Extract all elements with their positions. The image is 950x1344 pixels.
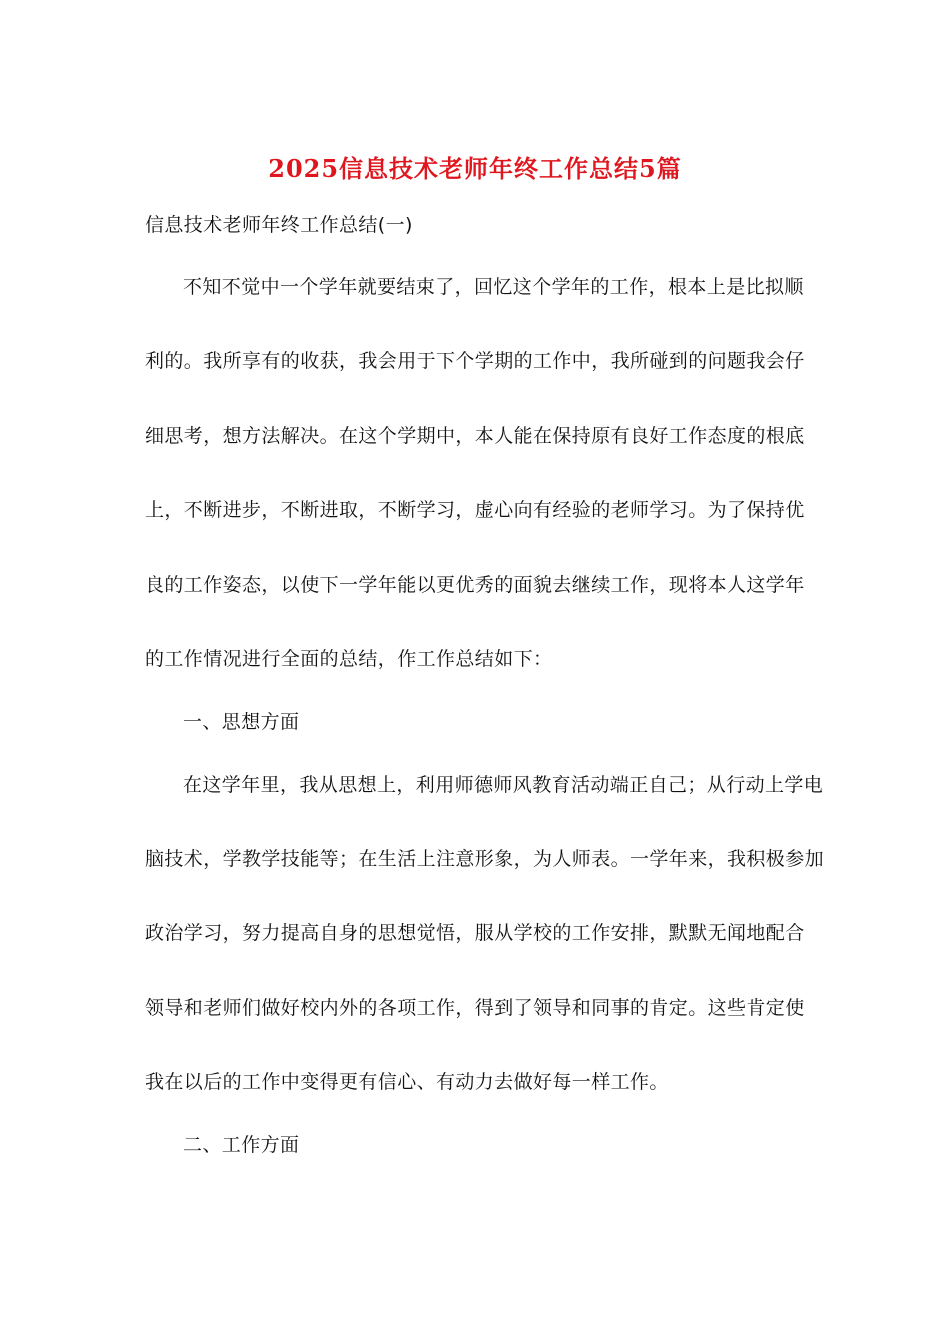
paragraph-line: 细思考，想方法解决。在这个学期中，本人能在保持原有良好工作态度的根底	[145, 425, 805, 447]
paragraph-line: 我在以后的工作中变得更有信心、有动力去做好每一样工作。	[145, 1071, 669, 1093]
paragraph-line: 不知不觉中一个学年就要结束了，回忆这个学年的工作，根本上是比拟顺	[183, 276, 804, 298]
paragraph-line: 上，不断进步，不断进取，不断学习，虚心向有经验的老师学习。为了保持优	[145, 499, 805, 521]
paragraph-line: 的工作情况进行全面的总结，作工作总结如下：	[145, 648, 553, 670]
paragraph-line: 脑技术，学教学技能等；在生活上注意形象，为人师表。一学年来，我积极参加	[145, 848, 825, 870]
paragraph-line: 在这学年里，我从思想上，利用师德师风教育活动端正自己；从行动上学电	[183, 774, 824, 796]
section-heading: 一、思想方面	[183, 711, 300, 733]
paragraph-line: 领导和老师们做好校内外的各项工作，得到了领导和同事的肯定。这些肯定使	[145, 997, 805, 1019]
document-subtitle: 信息技术老师年终工作总结(一)	[145, 214, 413, 236]
paragraph-line: 利的。我所享有的收获，我会用于下个学期的工作中，我所碰到的问题我会仔	[145, 350, 805, 372]
paragraph-line: 良的工作姿态，以使下一学年能以更优秀的面貌去继续工作，现将本人这学年	[145, 574, 805, 596]
section-heading: 二、工作方面	[183, 1134, 300, 1156]
paragraph-line: 政治学习，努力提高自身的思想觉悟，服从学校的工作安排，默默无闻地配合	[145, 922, 805, 944]
document-title: 2025信息技术老师年终工作总结5篇	[268, 154, 682, 183]
